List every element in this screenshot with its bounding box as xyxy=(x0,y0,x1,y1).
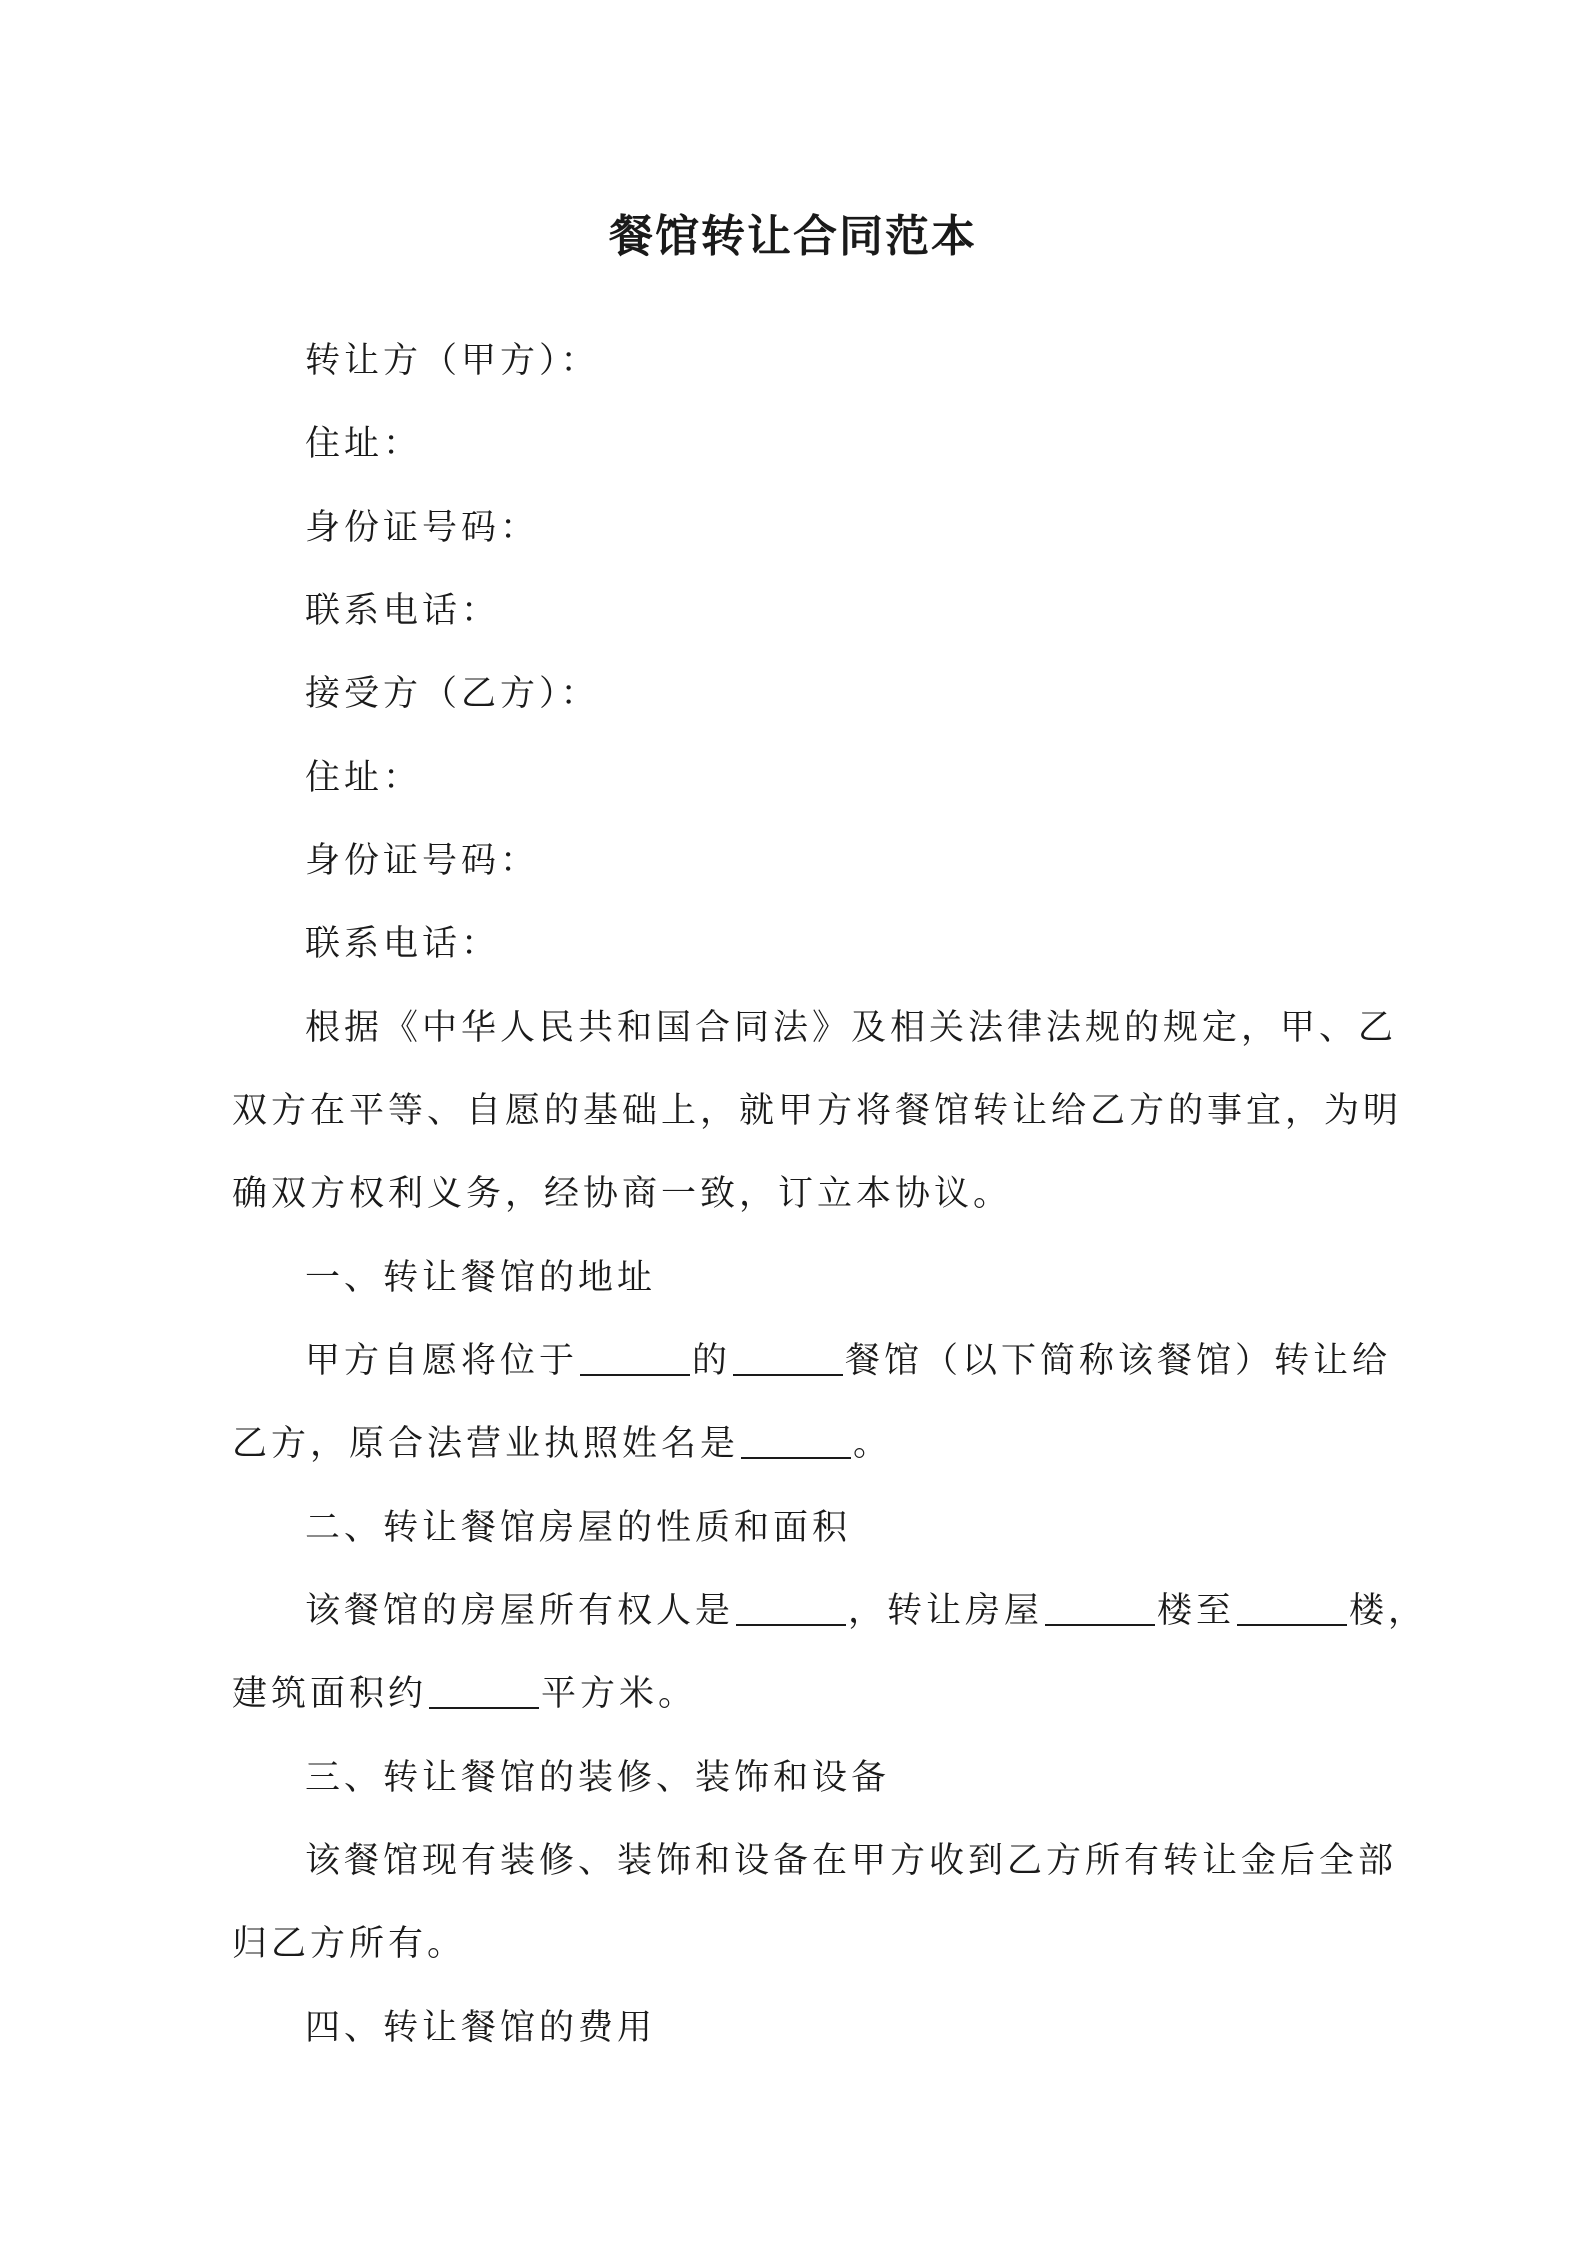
party-b-address: 住址： xyxy=(305,758,423,798)
section-2-line-2 xyxy=(232,1666,697,1716)
section-2-text-c: 楼至 xyxy=(1157,1591,1236,1631)
preamble-line-2: 双方在平等、自愿的基础上，就甲方将餐馆转让给乙方的事宜，为明 xyxy=(232,1091,1403,1131)
section-1-text-a: 甲方自愿将位于 xyxy=(305,1341,579,1381)
party-a-label: 转让方（甲方）： xyxy=(305,341,600,381)
section-2-text-d: 楼， xyxy=(1349,1591,1428,1631)
party-a-address: 住址： xyxy=(305,424,423,464)
fill-in-blank xyxy=(580,1344,690,1376)
preamble-line-3: 确双方权利义务，经协商一致，订立本协议。 xyxy=(232,1174,1013,1214)
preamble-line-1: 根据《中华人民共和国合同法》及相关法律法规的规定，甲、乙 xyxy=(305,1008,1398,1048)
section-1-text-b: 的 xyxy=(692,1341,732,1381)
section-2-heading: 二、转让餐馆房屋的性质和面积 xyxy=(305,1508,852,1548)
section-4-heading: 四、转让餐馆的费用 xyxy=(305,2008,657,2048)
section-2-text-a: 该餐馆的房屋所有权人是 xyxy=(305,1591,735,1631)
section-2-text-e: 建筑面积约 xyxy=(232,1674,428,1714)
section-1-text-d: 乙方，原合法营业执照姓名是 xyxy=(232,1424,740,1464)
section-3-heading: 三、转让餐馆的装修、装饰和设备 xyxy=(305,1758,891,1798)
party-b-id-number: 身份证号码： xyxy=(305,841,540,881)
section-1-line-1 xyxy=(305,1333,1391,1383)
party-a-phone: 联系电话： xyxy=(305,591,501,631)
section-3-line-1: 该餐馆现有装修、装饰和设备在甲方收到乙方所有转让金后全部 xyxy=(305,1841,1398,1881)
document-title: 餐馆转让合同范本 xyxy=(609,211,977,262)
fill-in-blank xyxy=(733,1344,843,1376)
section-1-line-2 xyxy=(232,1416,892,1466)
fill-in-blank xyxy=(1045,1594,1155,1626)
section-2-line-1 xyxy=(305,1583,1427,1633)
fill-in-blank xyxy=(736,1594,846,1626)
fill-in-blank xyxy=(429,1677,539,1709)
section-2-text-f: 平方米。 xyxy=(541,1674,698,1714)
section-2-text-b: ，转让房屋 xyxy=(848,1591,1044,1631)
fill-in-blank xyxy=(1237,1594,1347,1626)
section-3-line-2: 归乙方所有。 xyxy=(232,1924,467,1964)
party-b-label: 接受方（乙方）： xyxy=(305,674,600,714)
fill-in-blank xyxy=(741,1427,851,1459)
party-b-phone: 联系电话： xyxy=(305,924,501,964)
section-1-heading: 一、转让餐馆的地址 xyxy=(305,1258,657,1298)
section-1-text-e: 。 xyxy=(853,1424,893,1464)
party-a-id-number: 身份证号码： xyxy=(305,508,540,548)
section-1-text-c: 餐馆（以下简称该餐馆）转让给 xyxy=(845,1341,1392,1381)
